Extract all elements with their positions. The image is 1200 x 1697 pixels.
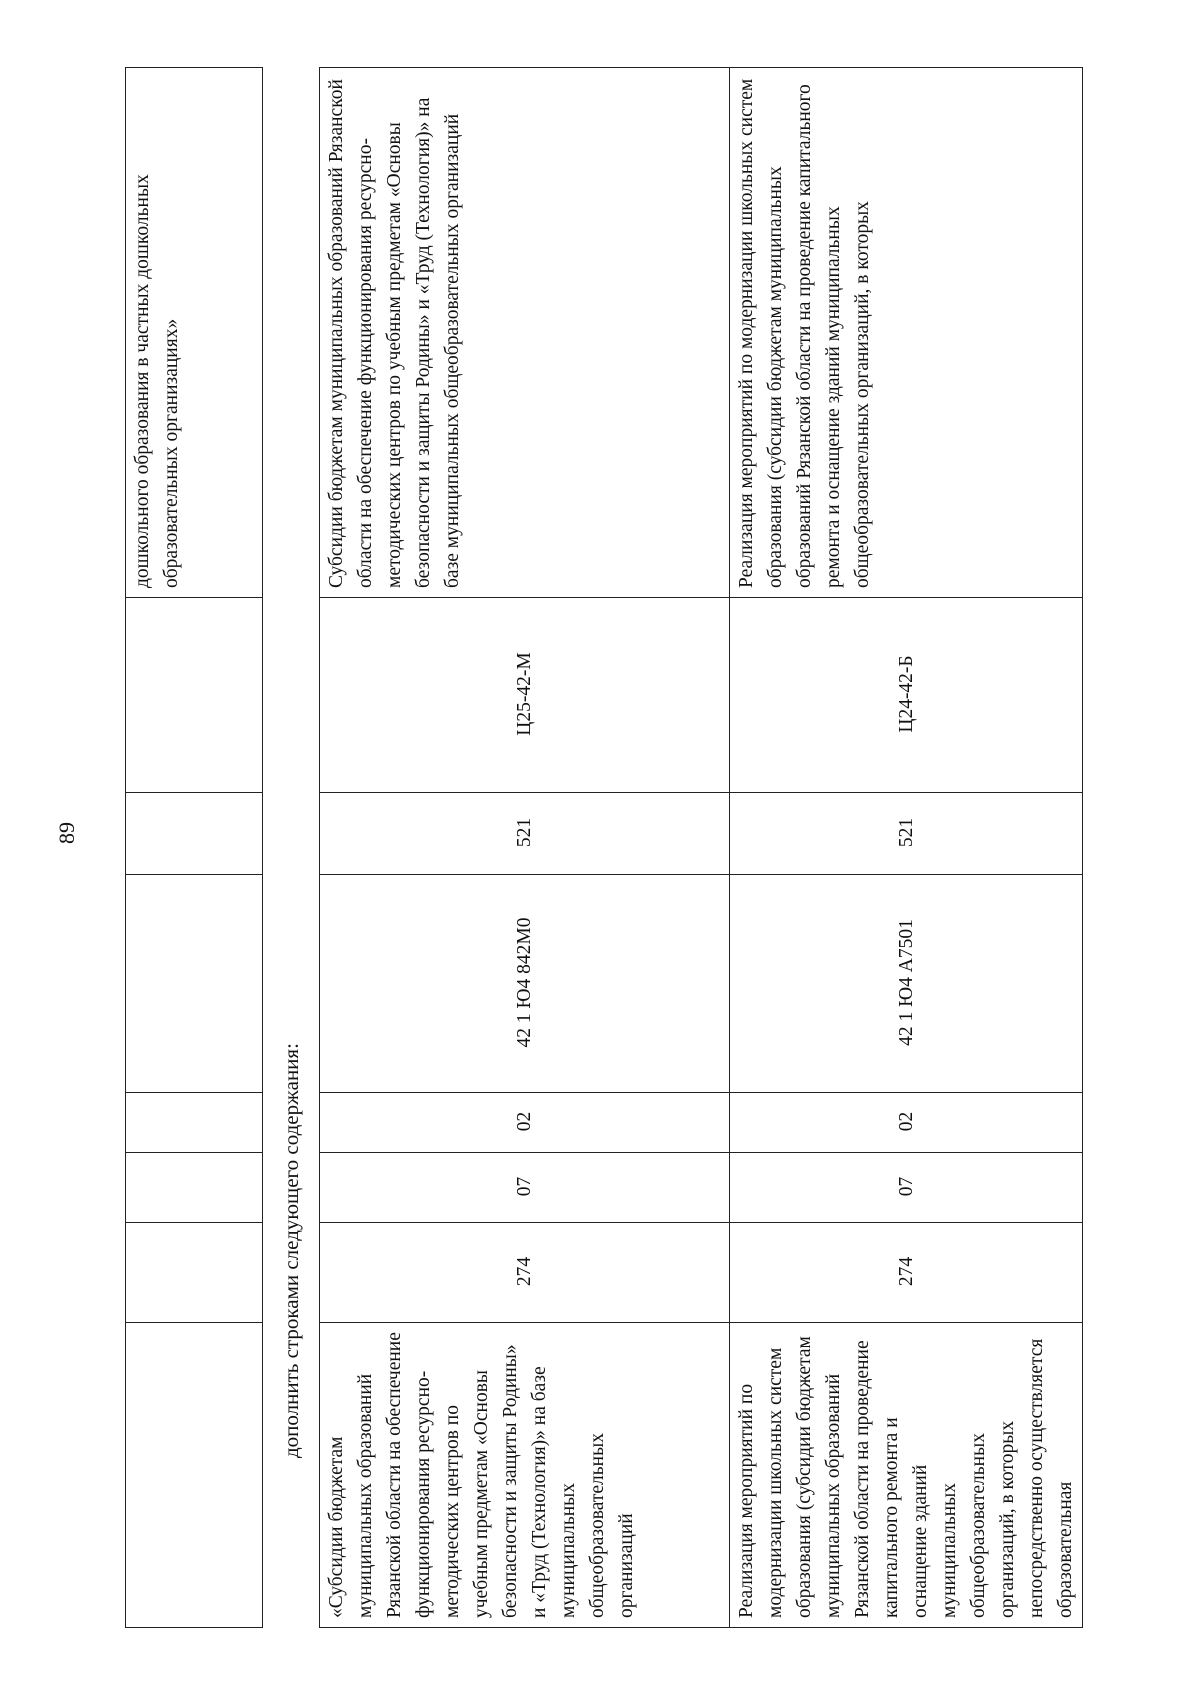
- cell-name: [126, 1323, 263, 1628]
- cell-code-6: Ц24-42-Б: [730, 598, 1083, 793]
- caption: дополнить строками следующего содержания:: [279, 1043, 303, 1458]
- page-number: 89: [54, 822, 79, 844]
- cell-code-5: [126, 793, 263, 875]
- cell-description: дошкольного образования в частных дошкольных образовательных организациях»: [126, 68, 263, 598]
- cell-code-3: [126, 1093, 263, 1153]
- cell-code-2: 07: [730, 1153, 1083, 1223]
- table-row: [126, 68, 263, 1628]
- continuation-table: [125, 67, 263, 1628]
- cell-code-4: 42 1 Ю4 А7501: [730, 875, 1083, 1093]
- table-row: [320, 68, 730, 1628]
- new-rows-table: [319, 67, 1083, 1628]
- cell-description: Субсидии бюджетам муниципальных образований Рязанской области на обеспечение функционирования ресурсно-методических центров по учебным предметам «Основы безопасности и защиты Родины» и «Труд (Технология)» на базе муниципальных общеобразовательных организаций: [320, 68, 730, 598]
- cell-name: «Субсидии бюджетам муниципальных образований Рязанской области на обеспечение функционирования ресурсно-методических центров по учебным предметам «Основы безопасности и защиты Родины» и «Труд (Технология)» на базе муниципальных общеобразовательных организаций: [320, 1323, 730, 1628]
- cell-name: Реализация мероприятий по модернизации школьных систем образования (субсидии бюджетам муниципальных образований Рязанской области на проведение капитального ремонта и оснащение зданий муниципальных общеобразовательных организаций, в которых непосредственно осуществляется образовательная: [730, 1323, 1083, 1628]
- table-row: [730, 68, 1083, 1628]
- cell-code-2: [126, 1153, 263, 1223]
- cell-code-3: 02: [320, 1093, 730, 1153]
- cell-code-1: [126, 1223, 263, 1323]
- cell-code-3: 02: [730, 1093, 1083, 1153]
- cell-description: Реализация мероприятий по модернизации школьных систем образования (субсидии бюджетам муниципальных образований Рязанской области на проведение капитального ремонта и оснащение зданий муниципальных общеобразовательных организаций, в которых: [730, 68, 1083, 598]
- cell-code-1: 274: [320, 1223, 730, 1323]
- rotated-page-content: [125, 68, 1076, 1628]
- cell-code-5: 521: [320, 793, 730, 875]
- cell-code-6: Ц25-42-М: [320, 598, 730, 793]
- cell-code-4: [126, 875, 263, 1093]
- cell-code-2: 07: [320, 1153, 730, 1223]
- cell-code-6: [126, 598, 263, 793]
- cell-code-1: 274: [730, 1223, 1083, 1323]
- cell-code-5: 521: [730, 793, 1083, 875]
- cell-code-4: 42 1 Ю4 842М0: [320, 875, 730, 1093]
